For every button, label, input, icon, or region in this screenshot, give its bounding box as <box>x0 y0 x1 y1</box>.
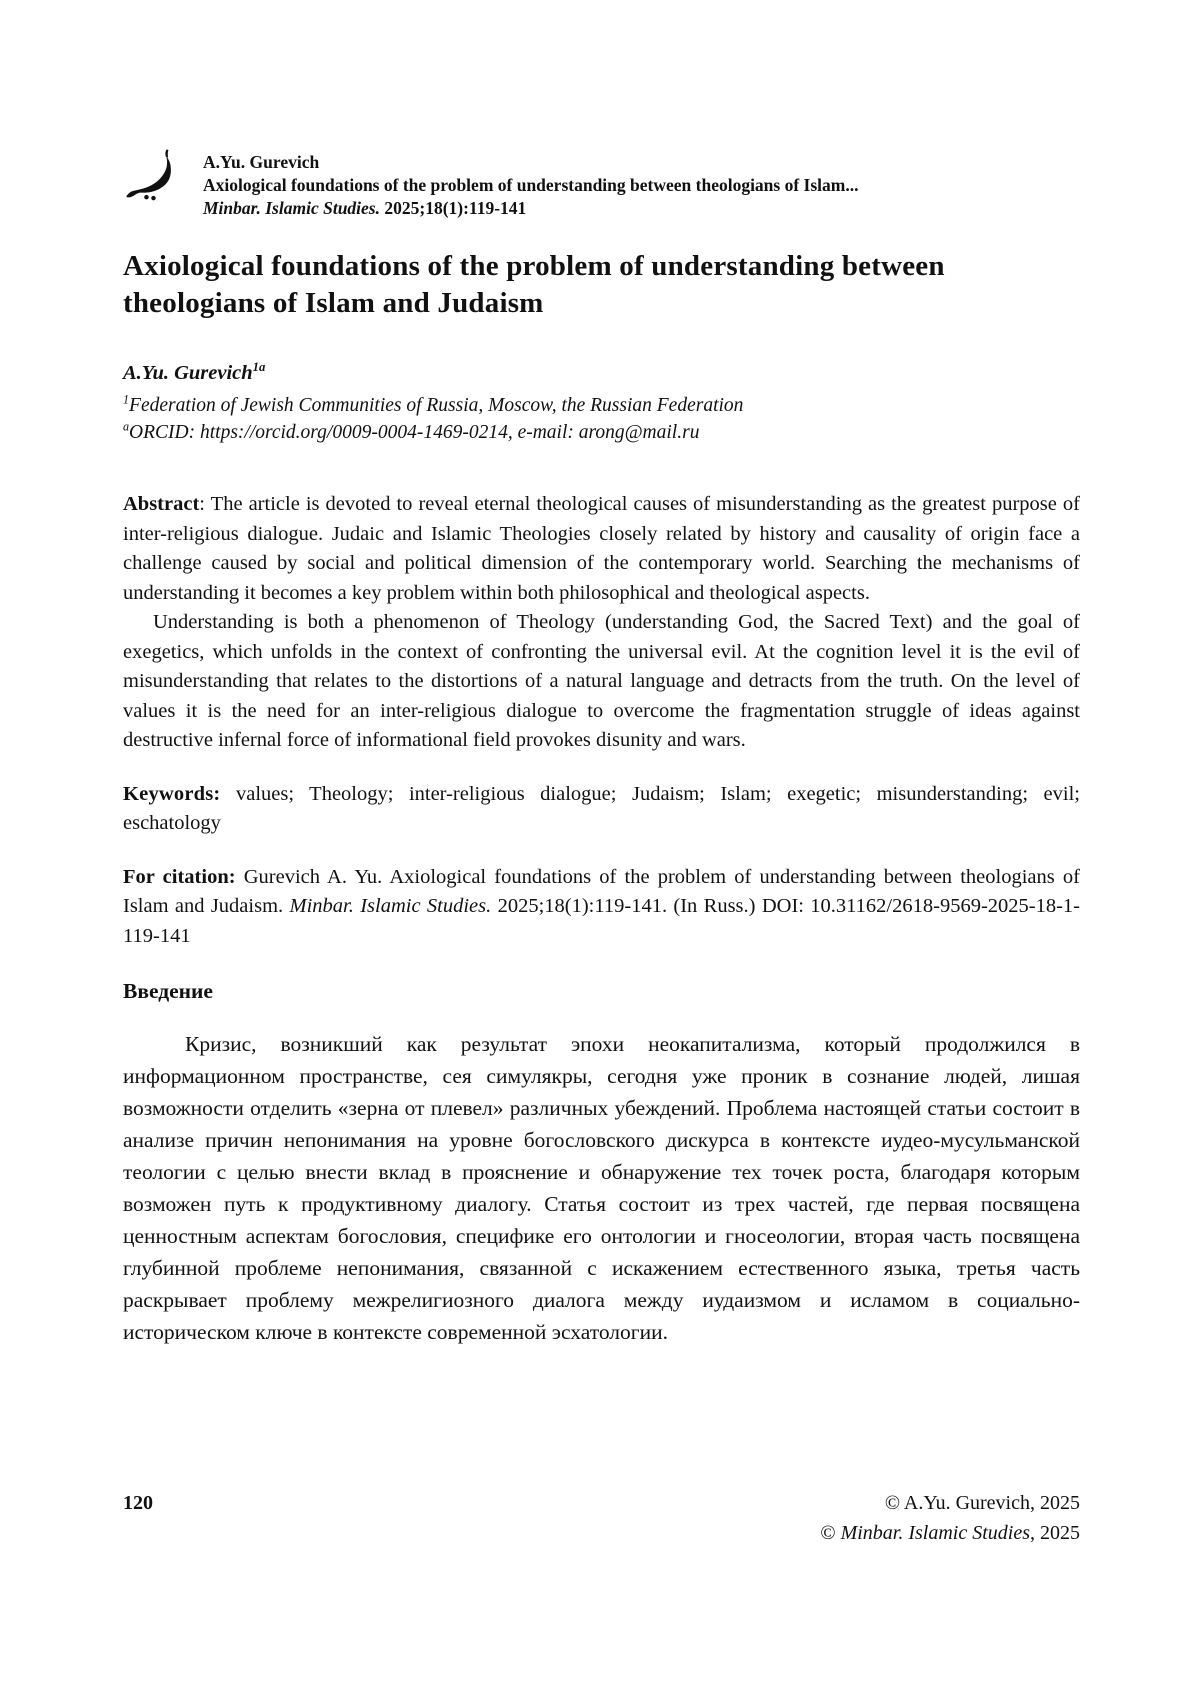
copyright-journal-name: Minbar. Islamic Studies <box>840 1522 1030 1544</box>
author-affiliation-line <box>123 392 1080 419</box>
page-number: 120 <box>123 1492 153 1514</box>
for-citation-paragraph <box>123 863 1080 952</box>
abstract-colon: : <box>199 493 211 515</box>
author-affiliation: Federation of Jewish Communities of Russia, Moscow, the Russian Federation <box>129 395 744 416</box>
introduction-paragraph: Кризис, возникший как результат эпохи неокапитализма, который продолжился в информационном пространстве, сея симулякры, сегодня уже проник в сознание людей, лишая возможности отделить «зерна от плевел» различных убеждений. Проблема настоящей статьи состоит в анализе причин непонимания на уровне богословского дискурса в контексте иудео-мусульманской теологии с целью внести вклад в прояснение и обнаружение тех точек роста, благодаря которым возможен путь к продуктивному диалогу. Статья состоит из трех частей, где первая посвящена ценностным аспектам богословия, специфике его онтологии и гносеологии, вторая часть посвящена глубинной проблеме непонимания, связанной с искажением естественного языка, третья часть раскрывает проблему межрелигиозного диалога между иудаизмом и исламом в социально-историческом ключе в контексте современной эсхатологии. <box>123 1032 1080 1344</box>
copyright-author-line: © A.Yu. Gurevich, 2025 <box>884 1492 1080 1514</box>
copyright-block <box>820 1488 1080 1548</box>
abstract-paragraph-1 <box>123 490 1080 608</box>
orcid-superscript: a <box>123 419 130 434</box>
minbar-journal-logo-icon <box>123 146 183 208</box>
keywords-label: Keywords: <box>123 782 221 805</box>
running-header-journal-name: Minbar. Islamic Studies. <box>203 198 380 218</box>
keywords-paragraph <box>123 780 1080 839</box>
author-block <box>123 360 1080 446</box>
citation-text-before-journal: Gurevich A. Yu. Axiological foundations of the problem of understanding between theologians of Islam and Judaism. <box>123 865 1080 917</box>
abstract-text-1: The article is devoted to reveal eternal theological causes of misunderstanding as the greatest purpose of inter-religious dialogue. Judaic and Islamic Theologies closely related by history and causality of origin face a challenge caused by social and political dimension of the contemporary world. Searching the mechanisms of understanding it becomes a key problem within both philosophical and theological aspects. <box>123 493 1080 604</box>
for-citation-label: For citation: <box>123 865 236 888</box>
copyright-symbol: © <box>820 1522 841 1544</box>
page-footer <box>123 1488 1080 1548</box>
abstract-label: Abstract <box>123 493 200 515</box>
author-orcid-email: ORCID: https://orcid.org/0009-0004-1469-0214, e-mail: arong@mail.ru <box>129 422 700 443</box>
citation-journal-name: Minbar. Islamic Studies. <box>289 895 492 917</box>
author-orcid-line <box>123 419 1080 446</box>
copyright-journal-year: , 2025 <box>1030 1522 1080 1544</box>
abstract-paragraph-2: Understanding is both a phenomenon of Theology (understanding God, the Sacred Text) and the goal of exegetics, which unfolds in the context of confronting the universal evil. At the cognition level it is the evil of misunderstanding that relates to the distortions of a natural language and detracts from the truth. On the level of values it is the need for an inter-religious dialogue to overcome the fragmentation struggle of ideas against destructive infernal force of informational field provokes disunity and wars. <box>123 611 1080 751</box>
affiliation-superscript: 1 <box>123 392 130 407</box>
citation-text-after-journal: 2025;18(1):119-141. (In Russ.) DOI: 10.31162/2618-9569-2025-18-1-119-141 <box>123 895 1080 947</box>
keywords-text: values; Theology; inter-religious dialogue; Judaism; Islam; exegetic; misunderstanding; evil; eschatology <box>123 782 1080 834</box>
article-title: Axiological foundations of the problem of understanding between theologians of Islam and Judaism <box>123 250 945 319</box>
running-header-short-title: Axiological foundations of the problem of understanding between theologians of Islam... <box>203 175 859 195</box>
author-superscript: 1a <box>252 360 266 375</box>
copyright-journal-line <box>820 1518 1080 1548</box>
running-header-journal-line <box>203 197 859 220</box>
running-header-journal-issue: 2025;18(1):119-141 <box>380 198 527 218</box>
section-heading-introduction: Введение <box>123 979 213 1003</box>
author-name-line <box>123 360 1080 387</box>
running-header-text <box>203 150 859 220</box>
running-header <box>123 150 1080 220</box>
running-header-author: A.Yu. Gurevich <box>203 152 320 172</box>
author-name: A.Yu. Gurevich <box>123 362 253 384</box>
